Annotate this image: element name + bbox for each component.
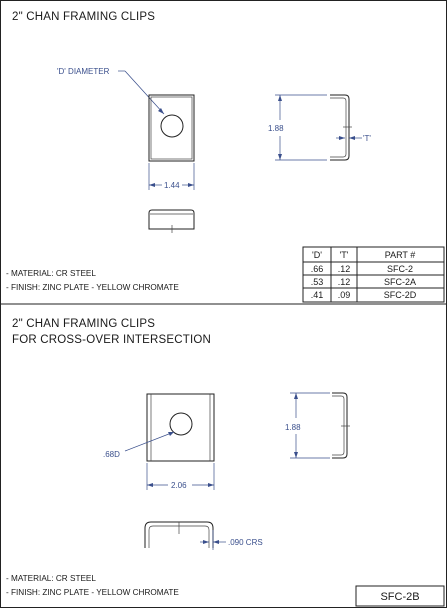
bottom-title-line2: FOR CROSS-OVER INTERSECTION: [12, 334, 211, 346]
top-callout-d-diameter: 'D' DIAMETER: [57, 67, 110, 76]
bottom-clip-plan-view: [145, 522, 213, 548]
table-cell: .12: [337, 264, 351, 274]
table-cell: SFC-2: [386, 264, 414, 274]
bottom-dimension-hole: [103, 432, 174, 459]
part-table: [303, 247, 444, 302]
top-dimension-height: [268, 95, 327, 160]
bottom-note-finish: - FINISH: ZINC PLATE - YELLOW CHROMATE: [6, 588, 179, 597]
svg-text:1.88: 1.88: [285, 423, 301, 432]
table-cell: .09: [337, 290, 351, 300]
top-clip-side-view: [330, 95, 352, 160]
bottom-note-material: - MATERIAL: CR STEEL: [6, 574, 96, 583]
top-clip-hole: [161, 115, 183, 137]
table-cell: SFC-2A: [383, 277, 417, 287]
bottom-dimension-width: [147, 463, 214, 490]
bottom-clip-front-view: [147, 394, 214, 461]
top-dimension-thickness: [336, 134, 371, 143]
svg-text:2.06: 2.06: [171, 481, 187, 490]
table-cell: .12: [337, 277, 351, 287]
top-note-material: - MATERIAL: CR STEEL: [6, 269, 96, 278]
svg-text:'T': 'T': [363, 134, 371, 143]
bottom-clip-side-view: [332, 393, 350, 458]
bottom-clip-hole: [170, 413, 192, 435]
top-dimension-width: [149, 163, 194, 190]
table-cell: .41: [310, 290, 324, 300]
bottom-title-line1: 2" CHAN FRAMING CLIPS: [12, 318, 156, 330]
top-note-finish: - FINISH: ZINC PLATE - YELLOW CHROMATE: [6, 283, 179, 292]
table-cell: .66: [310, 264, 324, 274]
svg-text:1.88: 1.88: [268, 124, 284, 133]
table-header-d: 'D': [312, 250, 322, 260]
top-title: 2" CHAN FRAMING CLIPS: [12, 11, 156, 23]
table-header-t: 'T': [339, 250, 349, 260]
table-cell: .53: [310, 277, 324, 287]
bottom-dimension-thickness: [200, 530, 263, 550]
svg-text:.68D: .68D: [103, 450, 120, 459]
top-clip-plan-view: [149, 210, 194, 233]
svg-text:.090 CRS: .090 CRS: [228, 538, 263, 547]
drawing-number-box: [356, 586, 444, 606]
bottom-dimension-height: [285, 393, 330, 458]
svg-text:1.44: 1.44: [164, 181, 180, 190]
drawing-number: SFC-2B: [380, 591, 420, 603]
table-header-part: PART #: [384, 250, 416, 260]
table-cell: SFC-2D: [383, 290, 417, 300]
